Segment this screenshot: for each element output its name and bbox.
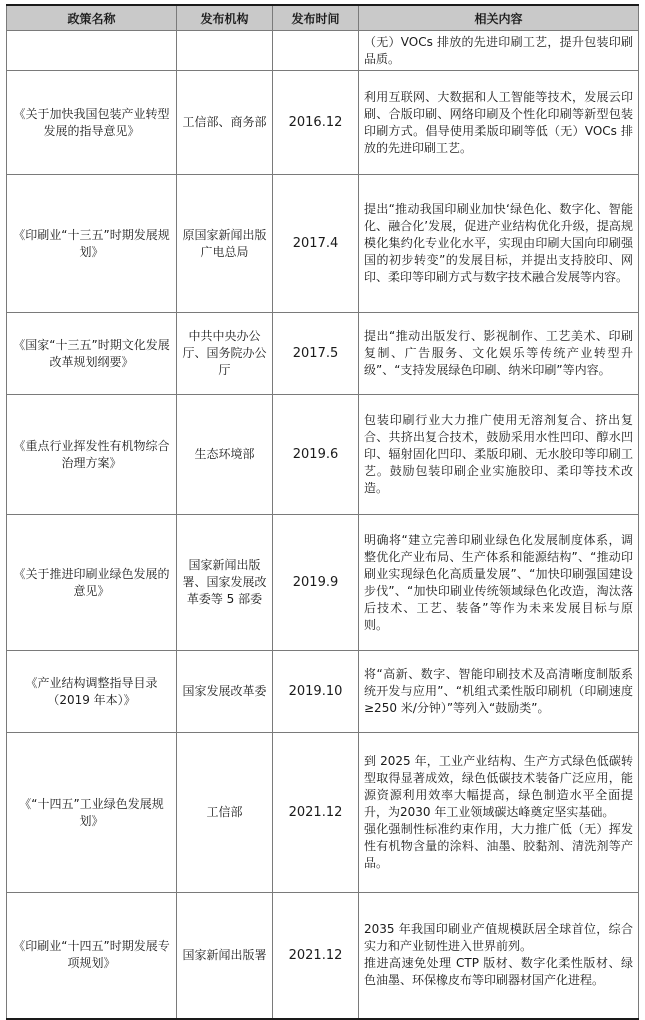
table-row <box>7 175 639 313</box>
content-cell: 提出“推动我国印刷业加快‘绿色化、数字化、智能化、融合化’发展，促进产业结构优化升级，提高规模化集约化专业化水平，实现由印刷大国向印刷强国的初步转变”的发展目标，并提出支持胶印、网印、柔印等印刷方式与数字技术融合发展等内容。 <box>359 175 639 313</box>
table-header-row <box>7 5 639 31</box>
policy-name-cell: 《重点行业挥发性有机物综合治理方案》 <box>7 395 177 515</box>
policy-name-cell: 《印刷业“十三五”时期发展规划》 <box>7 175 177 313</box>
date-cell: 2016.12 <box>273 71 359 175</box>
date-cell: 2021.12 <box>273 733 359 893</box>
content-cell: （无）VOCs 排放的先进印刷工艺，提升包装印刷品质。 <box>359 31 639 71</box>
issuer-cell: 工信部 <box>177 733 273 893</box>
table-row <box>7 733 639 893</box>
content-paragraph: 到 2025 年，工业产业结构、生产方式绿色低碳转型取得显著成效，绿色低碳技术装备广泛应用，能源资源利用效率大幅提高，绿色制造水平全面提升，为2030 年工业领域碳达峰奠定坚实基础。 <box>364 754 633 819</box>
table-row <box>7 651 639 733</box>
date-cell: 2019.6 <box>273 395 359 515</box>
content-paragraph: 2035 年我国印刷业产值规模跃居全球首位，综合实力和产业韧性进入世界前列。 <box>364 922 633 954</box>
issuer-cell: 中共中央办公厅、国务院办公厅 <box>177 313 273 395</box>
content-cell: 将“高新、数字、智能印刷技术及高清晰度制版系统开发与应用”、“机组式柔性版印刷机（印刷速度≥250 米/分钟）”等列入“鼓励类”。 <box>359 651 639 733</box>
issuer-cell: 生态环境部 <box>177 395 273 515</box>
table-row <box>7 395 639 515</box>
issuer-cell: 原国家新闻出版广电总局 <box>177 175 273 313</box>
policy-table <box>6 4 639 1020</box>
policy-name-cell: 《印刷业“十四五”时期发展专项规划》 <box>7 893 177 1019</box>
content-cell: 明确将“建立完善印刷业绿色化发展制度体系，调整优化产业布局、生产体系和能源结构”、“推动印刷业实现绿色化高质量发展”、“加快印刷强国建设步伐”、“加快印刷业传统领域绿色化改造，淘汰落后技术、工艺、装备”等作为未来发展目标与原则。 <box>359 515 639 651</box>
policy-name-cell: 《“十四五”工业绿色发展规划》 <box>7 733 177 893</box>
date-cell: 2021.12 <box>273 893 359 1019</box>
issuer-cell: 国家新闻出版署 <box>177 893 273 1019</box>
table-row <box>7 515 639 651</box>
date-cell: 2019.10 <box>273 651 359 733</box>
issuer-cell: 工信部、商务部 <box>177 71 273 175</box>
table-row <box>7 71 639 175</box>
content-cell <box>359 733 639 893</box>
date-cell: 2017.4 <box>273 175 359 313</box>
header-content: 相关内容 <box>359 5 639 31</box>
header-policy-name: 政策名称 <box>7 5 177 31</box>
content-cell: 包装印刷行业大力推广使用无溶剂复合、挤出复合、共挤出复合技术，鼓励采用水性凹印、醇水凹印、辐射固化凹印、柔版印刷、无水胶印等印刷工艺。鼓励包装印刷企业实施胶印、柔印等技术改造。 <box>359 395 639 515</box>
content-paragraph: 强化强制性标准约束作用，大力推广低（无）挥发性有机物含量的涂料、油墨、胶黏剂、清洗剂等产品。 <box>364 822 633 870</box>
issuer-cell: 国家发展改革委 <box>177 651 273 733</box>
date-cell: 2019.9 <box>273 515 359 651</box>
content-cell: 利用互联网、大数据和人工智能等技术，发展云印刷、合版印刷、网络印刷及个性化印刷等新型包装印刷方式。倡导使用柔版印刷等低（无）VOCs 排放的先进印刷工艺。 <box>359 71 639 175</box>
content-cell <box>359 893 639 1019</box>
policy-name-cell: 《产业结构调整指导目录（2019 年本）》 <box>7 651 177 733</box>
policy-name-cell <box>7 31 177 71</box>
policy-name-cell: 《关于推进印刷业绿色发展的意见》 <box>7 515 177 651</box>
content-cell: 提出“推动出版发行、影视制作、工艺美术、印刷复制、广告服务、文化娱乐等传统产业转型升级”、“支持发展绿色印刷、纳米印刷”等内容。 <box>359 313 639 395</box>
issuer-cell <box>177 31 273 71</box>
date-cell <box>273 31 359 71</box>
table-row <box>7 31 639 71</box>
table-row <box>7 893 639 1019</box>
table-row <box>7 313 639 395</box>
header-date: 发布时间 <box>273 5 359 31</box>
content-paragraph: 推进高速免处理 CTP 版材、数字化柔性版材、绿色油墨、环保橡皮布等印刷器材国产化进程。 <box>364 956 633 988</box>
date-cell: 2017.5 <box>273 313 359 395</box>
header-issuer: 发布机构 <box>177 5 273 31</box>
policy-name-cell: 《国家“十三五”时期文化发展改革规划纲要》 <box>7 313 177 395</box>
issuer-cell: 国家新闻出版署、国家发展改革委等 5 部委 <box>177 515 273 651</box>
policy-name-cell: 《关于加快我国包装产业转型发展的指导意见》 <box>7 71 177 175</box>
